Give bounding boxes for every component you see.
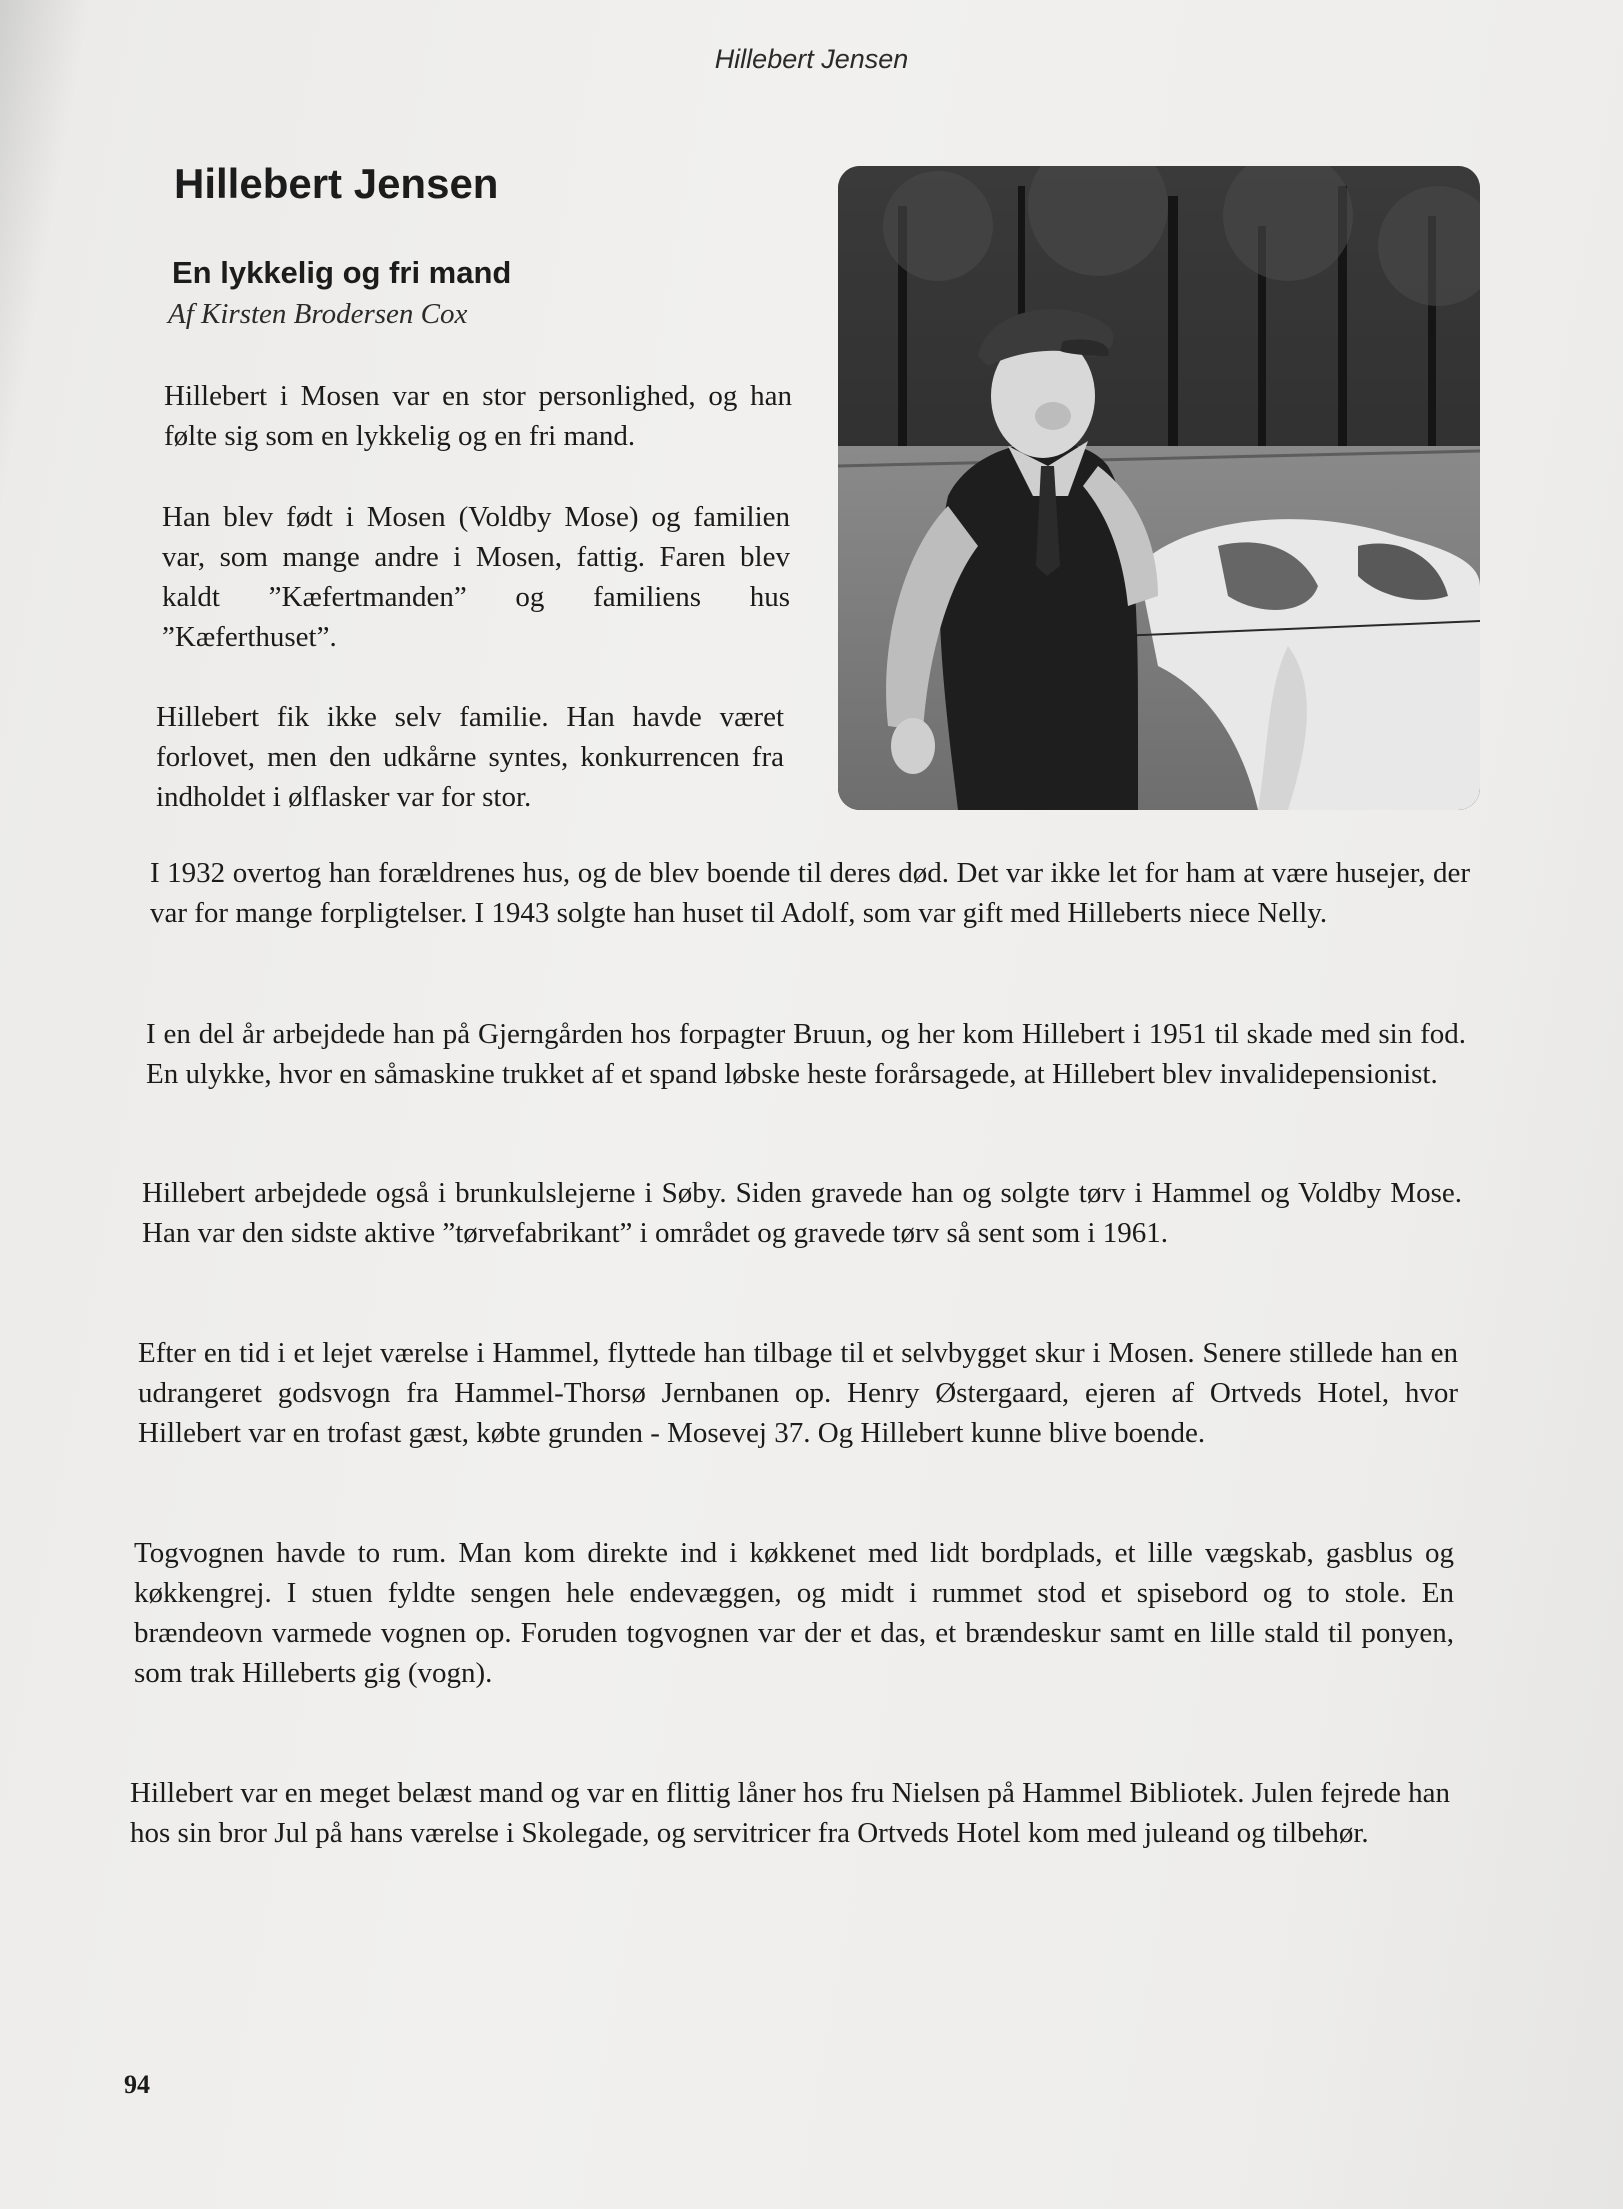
- paragraph-9: Hillebert var en meget belæst mand og var en flittig låner hos fru Nielsen på Hammel Bibliotek. Julen fejrede han hos sin bror Jul på hans værelse i Skolegade, og servitricer fra Ortveds Hotel kom med juleand og tilbehør.: [130, 1777, 1450, 1849]
- paragraph-3: Hillebert fik ikke selv familie. Han havde været forlovet, men den udkårne syntes, konkurrencen fra indholdet i ølflasker var for stor.: [156, 701, 784, 813]
- paragraph-8: Togvognen havde to rum. Man kom direkte ind i køkkenet med lidt bordplads, et lille vægskab, gasblus og køkkengrej. I stuen fyldte sengen hele endevæggen, og midt i rummet stod et spisebord og to stole. En brændeovn varmede vognen op. Foruden togvognen var der et das, et brændeskur samt en lille stald til ponyen, som trak Hilleberts gig (vogn).: [134, 1537, 1454, 1689]
- page-number: 94: [124, 2070, 150, 2099]
- article-subtitle: En lykkelig og fri mand: [172, 255, 512, 290]
- portrait-photo: [838, 166, 1480, 810]
- paragraph-5: I en del år arbejdede han på Gjerngården hos forpagter Bruun, og her kom Hillebert i 1951 til skade med sin fod. En ulykke, hvor en såmaskine trukket af et spand løbske heste forårsagede, at Hillebert blev invalidepensionist.: [146, 1018, 1466, 1090]
- paragraph-6: Hillebert arbejdede også i brunkulslejerne i Søby. Siden gravede han og solgte tørv i Hammel og Voldby Mose. Han var den sidste aktive ”tørvefabrikant” i området og gravede tørv så sent som i 1961.: [142, 1177, 1462, 1249]
- running-header: Hillebert Jensen: [714, 44, 909, 74]
- article-byline: Af Kirsten Brodersen Cox: [168, 298, 468, 330]
- photo-man-with-horse-icon: [838, 166, 1480, 810]
- paragraph-7: Efter en tid i et lejet værelse i Hammel, flyttede han tilbage til et selvbygget skur i Mosen. Senere stillede han en udrangeret godsvogn fra Hammel-Thorsø Jernbanen op. Henry Østergaard, ejeren af Ortveds Hotel, hvor Hillebert var en trofast gæst, købte grunden - Mosevej 37. Og Hillebert kunne blive boende.: [138, 1337, 1458, 1449]
- paragraph-2: Han blev født i Mosen (Voldby Mose) og familien var, som mange andre i Mosen, fattig. Faren blev kaldt ”Kæfertmanden” og familiens hus ”Kæferthuset”.: [162, 501, 790, 653]
- paragraph-4: I 1932 overtog han forældrenes hus, og de blev boende til deres død. Det var ikke let for ham at være husejer, der var for mange forpligtelser. I 1943 solgte han huset til Adolf, som var gift med Hilleberts niece Nelly.: [150, 857, 1470, 929]
- article-title: Hillebert Jensen: [174, 160, 499, 207]
- paragraph-1: Hillebert i Mosen var en stor personlighed, og han følte sig som en lykkelig og en fri mand.: [164, 380, 792, 452]
